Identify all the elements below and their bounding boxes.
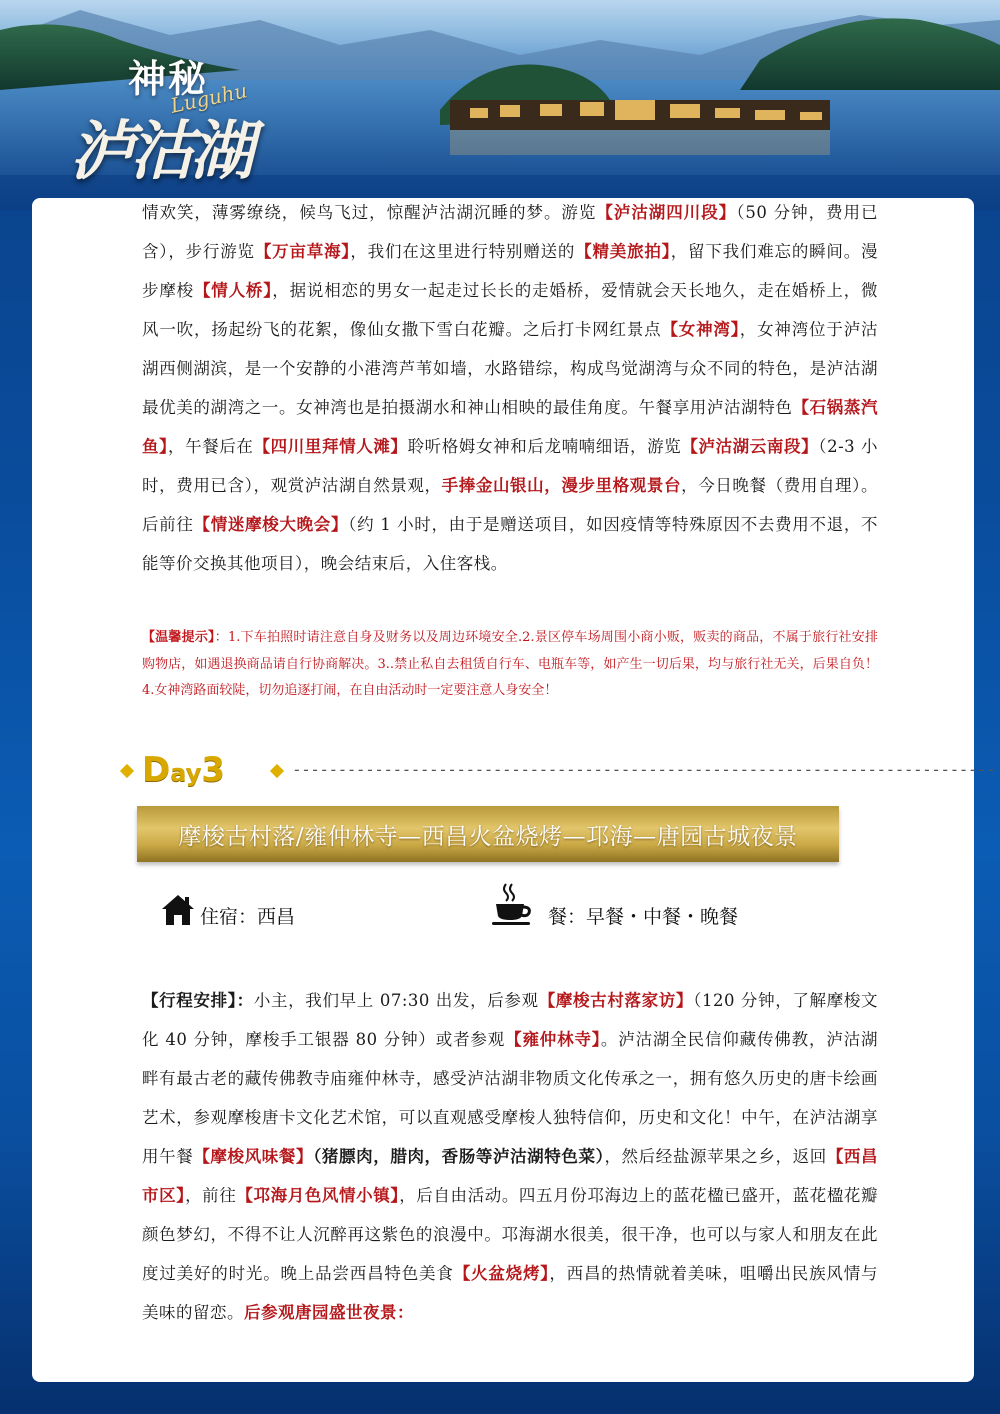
highlight-text: 【精美旅拍】 <box>575 242 671 261</box>
highlight-text: 【摩梭古村落家访】 <box>538 991 694 1010</box>
body-text: 。泸沽湖全民信仰藏传佛教，泸沽湖畔有最古老的藏传佛教寺庙雍仲林寺，感受泸沽湖非物质文化传承之一，拥有悠久历史的唐卡绘画艺术，参观摩梭唐卡文化艺术馆，可以直观感受摩梭人独特信仰，历史和文化！中午，在泸沽湖享用午餐 <box>142 1030 879 1166</box>
highlight-text: 【雍仲林寺】 <box>505 1030 601 1049</box>
body-text: ，留下我们难忘的瞬间。漫步摩梭 <box>142 242 879 300</box>
highlight-text: 后参观唐园盛世夜景： <box>244 1303 414 1322</box>
highlight-text: 【万亩草海】 <box>254 242 351 261</box>
body-text: ，女神湾位于泸沽湖西侧湖滨，是一个安静的小港湾芦苇如墙，水路错综，构成鸟觉湖湾与众不同的特色，是泸沽湖最优美的湖湾之一。女神湾也是拍摄湖水和神山相映的最佳角度。午餐享用泸沽湖特色 <box>142 320 879 417</box>
title-top-text: 神秘 <box>128 57 209 101</box>
highlight-text: 手捧金山银山，漫步里格观景台 <box>441 476 682 495</box>
content-card <box>32 198 996 1382</box>
day3-itinerary-paragraph <box>142 981 878 1332</box>
title-sub-text: Luguhu <box>168 78 250 118</box>
body-text: ，午餐后在 <box>167 437 254 456</box>
meals-text: 餐：早餐・中餐・晚餐 <box>548 906 739 928</box>
accommodation-info <box>160 888 460 938</box>
highlight-text: 【情迷摩梭大晚会】 <box>193 515 349 534</box>
highlight-text: 【西昌市区】 <box>142 1147 879 1205</box>
warm-tips-text: ：1.下车拍照时请注意自身及财务以及周边环境安全.2.景区停车场周围小商小贩，贩卖的商品，不属于旅行社安排购物店，如遇退换商品请自行协商解决。3..禁止私自去租赁自行车、电瓶车等，如产生一切后果，均与旅行社无关，后果自负！4.女神湾路面较陡，切勿追逐打闹，在自由活动时一定要注意人身安全！ <box>142 630 878 698</box>
body-text: ，今日晚餐（费用自理）。后前往 <box>142 476 879 534</box>
body-text: 聆听格姆女神和后龙喃喃细语，游览 <box>407 437 682 456</box>
title-main-text: 泸沽湖 <box>70 114 250 189</box>
highlight-text: 【火盆烧烤】 <box>453 1264 550 1283</box>
body-text: ，据说相恋的男女一起走过长长的走婚桥，爱情就会天长地久，走在婚桥上，微风一吹，扬起纷飞的花絮，像仙女撒下雪白花瓣。之后打卡网红景点 <box>142 281 879 339</box>
body-text: （120 分钟，了解摩梭文化 40 分钟，摩梭手工银器 80 分钟）或者参观 <box>142 991 879 1049</box>
highlight-text: 【泸沽湖云南段】 <box>681 437 819 456</box>
day-label: Day3 <box>142 750 226 790</box>
body-text: 情欢笑，薄雾缭绕，候鸟飞过，惊醒泸沽湖沉睡的梦。游览 <box>142 203 597 222</box>
body-text: 【行程安排】： <box>142 991 254 1010</box>
day-divider: ----------------------------------------------------------------------------- <box>292 760 996 779</box>
body-text: 小主，我们早上 07:30 出发，后参观 <box>253 991 539 1010</box>
body-text: （50 分钟，费用已含），步行游览 <box>142 203 879 261</box>
highlight-text: 【泸沽湖四川段】 <box>596 203 737 222</box>
day3-marker <box>122 750 996 794</box>
highlight-text: 【四川里拜情人滩】 <box>253 437 408 456</box>
body-text: ，前往 <box>185 1186 237 1205</box>
highlight-text: 【石锅蒸汽鱼】 <box>142 398 879 456</box>
header-banner <box>0 0 1000 210</box>
accommodation-text: 住宿：西昌 <box>200 906 296 928</box>
diamond-icon <box>270 764 284 778</box>
body-text: ，我们在这里进行特别赠送的 <box>350 242 576 261</box>
highlight-text: 【邛海月色风情小镇】 <box>236 1186 400 1205</box>
body-text: ，后自由活动。四五月份邛海边上的蓝花楹已盛开，蓝花楹花瓣颜色梦幻，不得不让人沉醉再这紫色的浪漫中。邛海湖水很美，很干净，也可以与家人和朋友在此度过美好的时光。晚上品尝西昌特色美食 <box>142 1186 879 1283</box>
highlight-text: 【女神湾】 <box>661 320 740 339</box>
warm-tips-label: 【温馨提示】 <box>142 630 215 645</box>
highlight-text: 【摩梭风味餐】 <box>193 1147 314 1166</box>
diamond-icon <box>120 764 134 778</box>
route-banner <box>137 806 839 862</box>
warm-tips <box>142 625 878 705</box>
body-text: （猪膘肉，腊肉，香肠等泸沽湖特色菜） <box>313 1147 605 1166</box>
body-text: （约 1 小时，由于是赠送项目，如因疫情等特殊原因不去费用不退，不能等价交换其他项目），晚会结束后，入住客栈。 <box>142 515 878 573</box>
route-title: 摩梭古村落/雍仲林寺—西昌火盆烧烤—邛海—唐园古城夜景 <box>178 823 798 850</box>
highlight-text: 【情人桥】 <box>193 281 273 300</box>
day2-itinerary-paragraph <box>142 193 878 583</box>
body-text: ，然后经盐源苹果之乡，返回 <box>604 1147 827 1166</box>
body-text: （2-3 小时，费用已含），观赏泸沽湖自然景观， <box>142 437 879 495</box>
meals-info <box>490 888 790 938</box>
home-icon <box>160 892 196 928</box>
body-text: ，西昌的热情就着美味，咀嚼出民族风情与美味的留恋。 <box>142 1264 879 1322</box>
coffee-cup-icon <box>490 882 534 926</box>
title-logo <box>70 48 290 188</box>
